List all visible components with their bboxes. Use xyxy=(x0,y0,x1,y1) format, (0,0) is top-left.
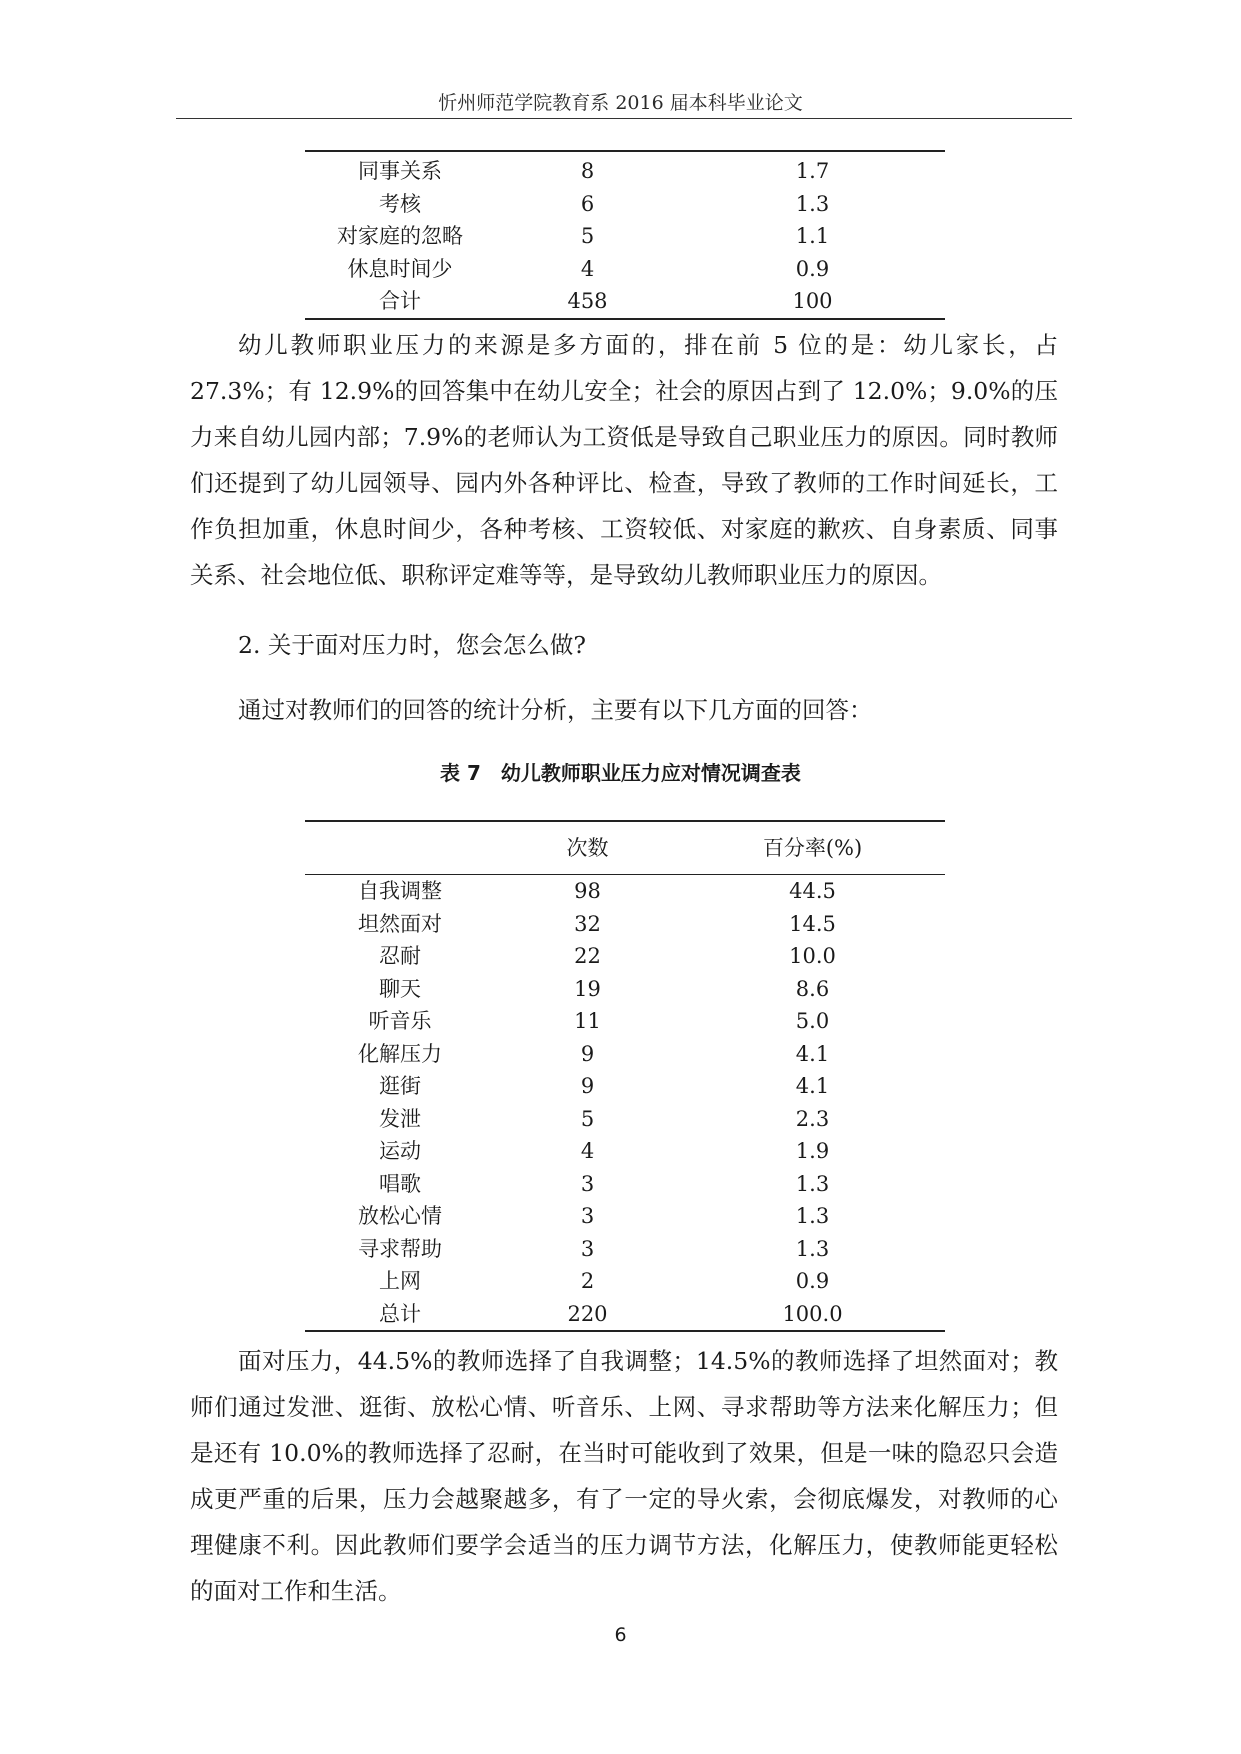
table-cell: 4 xyxy=(580,256,595,281)
table-cell: 坦然面对 xyxy=(358,911,442,936)
table-cell: 6 xyxy=(580,191,595,216)
table-cell: 休息时间少 xyxy=(347,256,453,281)
table-cell: 1.7 xyxy=(795,159,830,183)
table-cell: 5 xyxy=(580,224,595,248)
table-cell: 寻求帮助 xyxy=(358,1236,442,1261)
table-cell: 2 xyxy=(580,1269,595,1293)
table-cell: 发泄 xyxy=(379,1106,421,1131)
table-6-row xyxy=(305,155,945,188)
table-cell: 听音乐 xyxy=(368,1009,432,1033)
table-7-row xyxy=(305,1168,945,1201)
table-cell: 1.9 xyxy=(795,1139,830,1163)
header-rule xyxy=(176,118,1072,119)
table-cell: 1.3 xyxy=(795,1171,830,1196)
table-6-continued xyxy=(305,150,945,320)
table-7-body xyxy=(305,875,945,1331)
table-cell: 11 xyxy=(574,1009,601,1033)
table-cell: 唱歌 xyxy=(379,1171,421,1196)
table-cell: 总计 xyxy=(379,1301,421,1326)
table-7-row xyxy=(305,940,945,973)
table-cell: 10.0 xyxy=(789,944,836,968)
body-paragraph-1: 幼儿教师职业压力的来源是多方面的，排在前 5 位的是：幼儿家长，占 27.3%；有 12.9%的回答集中在幼儿安全；社会的原因占到了 12.0%；9.0%的压力来自幼儿园内部；7.9%的老师认为工资低是导致自己职业压力的原因。同时教师们还提到了幼儿园领导、园内外各种评比、检查，导致了教师的工作时间延长，工作负担加重，休息时间少，各种考核、工资较低、对家庭的歉疚、自身素质、同事关系、社会地位低、职称评定难等等，是导致幼儿教师职业压力的原因。 xyxy=(190,331,1058,589)
table-intro-text: 通过对教师们的回答的统计分析，主要有以下几方面的回答： xyxy=(238,696,873,724)
table-cell: 运动 xyxy=(379,1139,421,1163)
table-cell: 458 xyxy=(567,289,608,313)
table-7-row xyxy=(305,908,945,941)
table-7 xyxy=(305,820,945,1332)
table-cell: 聊天 xyxy=(379,976,421,1001)
table-cell: 100 xyxy=(792,289,833,313)
table-cell: 1.3 xyxy=(795,1236,830,1261)
table-cell: 3 xyxy=(580,1171,595,1196)
table-cell: 220 xyxy=(567,1301,608,1326)
table-cell: 0.9 xyxy=(795,1269,830,1293)
table-cell: 44.5 xyxy=(789,879,836,903)
table-cell: 98 xyxy=(574,879,601,903)
table-cell: 合计 xyxy=(379,289,421,313)
table-7-row xyxy=(305,1103,945,1136)
table-cell: 1.1 xyxy=(795,224,830,248)
table-6-row xyxy=(305,220,945,253)
table-7-header-row xyxy=(305,822,945,875)
table-6-row xyxy=(305,285,945,318)
table-cell: 4.1 xyxy=(795,1074,830,1098)
table-7-row xyxy=(305,1200,945,1233)
table-7-row xyxy=(305,1038,945,1071)
table-cell: 1.3 xyxy=(795,191,830,216)
table-cell: 3 xyxy=(580,1204,595,1228)
table-cell: 4 xyxy=(580,1139,595,1163)
table-cell: 对家庭的忽略 xyxy=(337,224,463,248)
table-cell: 9 xyxy=(580,1041,595,1066)
table-cell: 逛街 xyxy=(379,1074,421,1098)
table-cell: 2.3 xyxy=(795,1106,830,1131)
table-cell: 自我调整 xyxy=(358,879,442,903)
table-6-continued-body xyxy=(305,155,945,318)
table-cell: 上网 xyxy=(379,1269,421,1293)
table-7-row xyxy=(305,1298,945,1331)
table-7-row xyxy=(305,973,945,1006)
table-7-header-cell xyxy=(305,822,495,875)
table-7-row xyxy=(305,875,945,908)
table-cell: 100.0 xyxy=(782,1301,843,1326)
table-7-caption: 表 7 幼儿教师职业压力应对情况调查表 xyxy=(440,761,801,785)
table-7-row xyxy=(305,1233,945,1266)
question-heading: 2. 关于面对压力时，您会怎么做? xyxy=(238,631,586,659)
table-7-row xyxy=(305,1070,945,1103)
table-7-header-cell: 百分率(%) xyxy=(680,822,945,875)
table-cell: 1.3 xyxy=(795,1204,830,1228)
table-7-row xyxy=(305,1265,945,1298)
table-cell: 同事关系 xyxy=(358,159,442,183)
table-7-grid xyxy=(305,822,945,1330)
table-6-row xyxy=(305,188,945,221)
table-cell: 忍耐 xyxy=(379,944,421,968)
table-6-row xyxy=(305,253,945,286)
body-paragraph-2: 面对压力，44.5%的教师选择了自我调整；14.5%的教师选择了坦然面对；教师们通过发泄、逛街、放松心情、听音乐、上网、寻求帮助等方法来化解压力；但是还有 10.0%的教师选择了忍耐，在当时可能收到了效果，但是一味的隐忍只会造成更严重的后果，压力会越聚越多，有了一定的导火索，会彻底爆发，对教师的心理健康不利。因此教师们要学会适当的压力调节方法，化解压力，使教师能更轻松的面对工作和生活。 xyxy=(190,1347,1058,1605)
table-7-row xyxy=(305,1005,945,1038)
table-cell: 5 xyxy=(580,1106,595,1131)
running-header: 忻州师范学院教育系 2016 届本科毕业论文 xyxy=(438,92,803,114)
table-cell: 14.5 xyxy=(789,911,836,936)
page-number: 6 xyxy=(614,1624,627,1646)
table-cell: 19 xyxy=(574,976,601,1001)
table-cell: 考核 xyxy=(379,191,421,216)
table-cell: 放松心情 xyxy=(358,1204,442,1228)
table-cell: 3 xyxy=(580,1236,595,1261)
table-cell: 9 xyxy=(580,1074,595,1098)
table-cell: 22 xyxy=(574,944,601,968)
table-6-continued-grid xyxy=(305,155,945,318)
table-cell: 32 xyxy=(574,911,601,936)
table-cell: 5.0 xyxy=(795,1009,830,1033)
table-cell: 化解压力 xyxy=(358,1041,442,1066)
table-cell: 8 xyxy=(580,159,595,183)
table-cell: 4.1 xyxy=(795,1041,830,1066)
table-cell: 0.9 xyxy=(795,256,830,281)
table-7-header-cell: 次数 xyxy=(495,822,680,875)
table-cell: 8.6 xyxy=(795,976,830,1001)
table-7-row xyxy=(305,1135,945,1168)
